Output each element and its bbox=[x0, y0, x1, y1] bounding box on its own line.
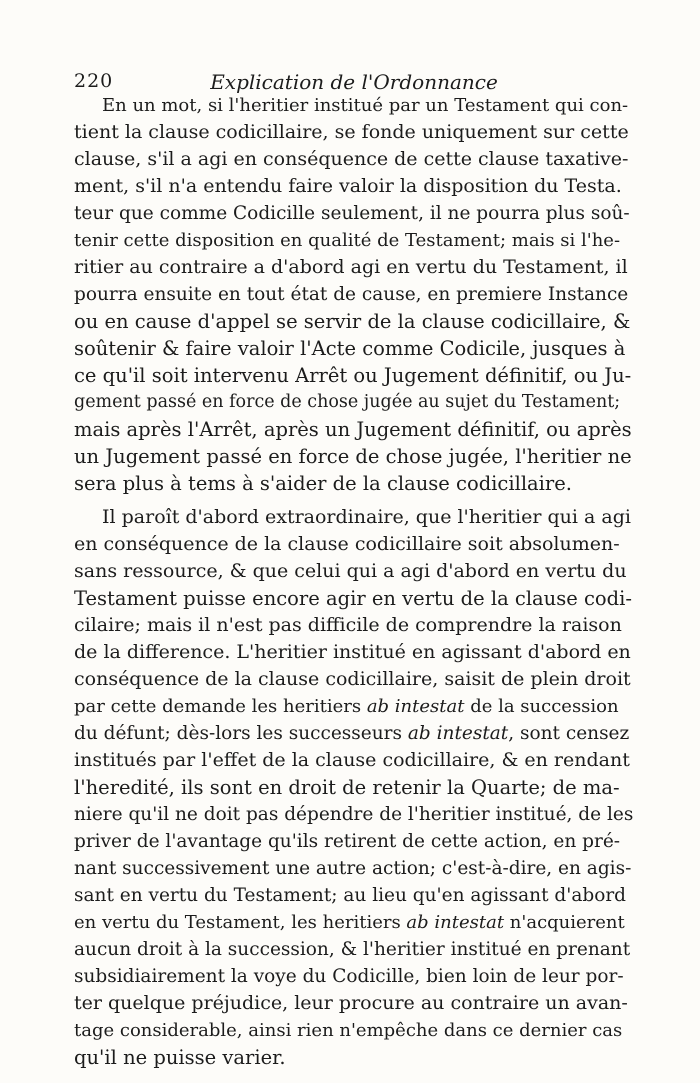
text-line: soûtenir & faire valoir l'Acte comme Codicile, jusques à bbox=[74, 337, 626, 360]
text-line: ce qu'il soit intervenu Arrêt ou Jugement définitif, ou Ju- bbox=[74, 364, 632, 387]
text-line: ter quelque préjudice, leur procure au contraire un avan- bbox=[74, 992, 628, 1014]
text-line: Il paroît d'abord extraordinaire, que l'heritier qui a agi bbox=[102, 506, 631, 528]
text-line: du défunt; dès-lors les successeurs ab intestat, sont censez bbox=[74, 723, 630, 744]
text-line: sans ressource, & que celui qui a agi d'abord en vertu du bbox=[74, 560, 627, 582]
text-line: en vertu du Testament, les heritiers ab intestat n'acquierent bbox=[74, 912, 625, 933]
text-line: sant en vertu du Testament; au lieu qu'en agissant d'abord bbox=[74, 885, 627, 906]
text-line: tient la clause codicillaire, se fonde uniquement sur cette bbox=[74, 121, 629, 143]
text-line: l'heredité, ils sont en droit de retenir la Quarte; de ma- bbox=[74, 776, 620, 799]
text-line: de la difference. L'heritier institué en agissant d'abord en bbox=[74, 641, 631, 663]
text-line: gement passé en force de chose jugée au sujet du Testament; bbox=[74, 392, 621, 412]
text-line: ou en cause d'appel se servir de la clause codicillaire, & bbox=[74, 310, 631, 333]
text-line: aucun droit à la succession, & l'heritier institué en prenant bbox=[74, 939, 631, 960]
running-head: Explication de l'Ordonnance bbox=[210, 70, 498, 94]
text-line: ritier au contraire a d'abord agi en vertu du Testament, il bbox=[74, 256, 628, 278]
paragraph-1 bbox=[74, 92, 632, 497]
text-line: par cette demande les heritiers ab intestat de la succession bbox=[74, 696, 619, 717]
text-line: un Jugement passé en force de chose jugée, l'heritier ne bbox=[74, 445, 632, 468]
text-line: qu'il ne puisse varier. bbox=[74, 1046, 286, 1069]
paragraph-2 bbox=[74, 504, 632, 1071]
text-line: institués par l'effet de la clause codicillaire, & en rendant bbox=[74, 749, 630, 771]
text-line: ment, s'il n'a entendu faire valoir la disposition du Testa. bbox=[74, 175, 622, 197]
text-line: conséquence de la clause codicillaire, saisit de plein droit bbox=[74, 668, 631, 690]
text-line: sera plus à tems à s'aider de la clause codicillaire. bbox=[74, 472, 572, 495]
text-line: teur que comme Codicille seulement, il ne pourra plus soû- bbox=[74, 203, 630, 224]
text-line: En un mot, si l'heritier institué par un Testament qui con- bbox=[102, 95, 629, 116]
text-line: pourra ensuite en tout état de cause, en premiere Instance bbox=[74, 284, 629, 305]
text-line: niere qu'il ne doit pas dépendre de l'heritier institué, de les bbox=[74, 804, 634, 825]
text-line: Testament puisse encore agir en vertu de la clause codi- bbox=[74, 587, 632, 610]
text-line: clause, s'il a agi en conséquence de cette clause taxative- bbox=[74, 148, 629, 170]
text-line: subsidiairement la voye du Codicille, bien loin de leur por- bbox=[74, 966, 624, 987]
page-number: 220 bbox=[74, 70, 114, 92]
text-line: tage considerable, ainsi rien n'empêche dans ce dernier cas bbox=[74, 1020, 623, 1041]
body-text bbox=[74, 92, 632, 1071]
text-line: cilaire; mais il n'est pas difficile de comprendre la raison bbox=[74, 614, 622, 636]
text-line: mais après l'Arrêt, après un Jugement définitif, ou après bbox=[74, 418, 632, 441]
text-line: en conséquence de la clause codicillaire soit absolumen- bbox=[74, 533, 620, 555]
text-line: priver de l'avantage qu'ils retirent de cette action, en pré- bbox=[74, 831, 621, 852]
text-line: nant successivement une autre action; c'est-à-dire, en agis- bbox=[74, 858, 632, 879]
text-line: tenir cette disposition en qualité de Testament; mais si l'he- bbox=[74, 230, 621, 251]
